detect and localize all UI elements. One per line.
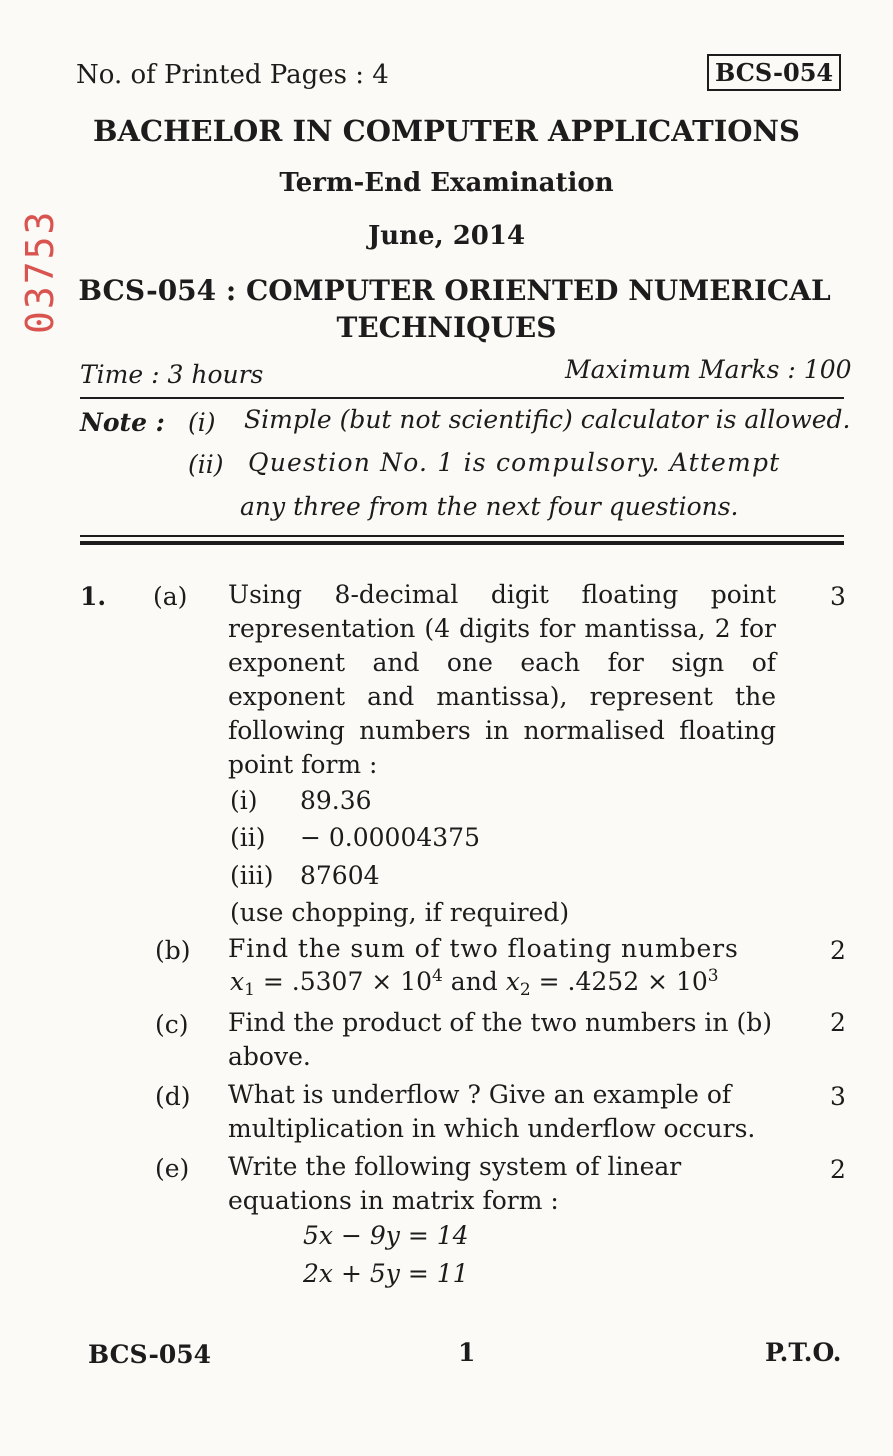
max-marks: Maximum Marks : 100 [565, 355, 852, 384]
note-i-num: (i) [188, 408, 216, 437]
course-code-box: BCS-054 [707, 54, 841, 91]
course-title-line2: TECHNIQUES [336, 311, 557, 344]
divider-double-1 [80, 535, 844, 537]
printed-pages: No. of Printed Pages : 4 [76, 60, 389, 90]
part-b-formula: $x_1 = .5307 \times 10^4$ and $x_2 = .4252 \times 10^3$ [230, 966, 719, 1000]
part-b-marks: 2 [830, 936, 846, 965]
page-number: 1 [458, 1338, 476, 1367]
part-e-marks: 2 [830, 1155, 846, 1184]
item-ii-val: − 0.00004375 [300, 823, 480, 852]
item-ii-num: (ii) [230, 823, 266, 852]
part-a-marks: 3 [830, 582, 846, 611]
divider-top [80, 397, 844, 399]
serial-stamp: 03753 [18, 209, 62, 334]
equation-2: 2x + 5y = 11 [303, 1259, 469, 1288]
part-a-tail: (use chopping, if required) [230, 898, 570, 927]
note-ii-num: (ii) [188, 450, 224, 479]
note-ii-text1: Question No. 1 is compulsory. Attempt [248, 448, 781, 477]
session: June, 2014 [367, 221, 526, 251]
course-title-line1: BCS-054 : COMPUTER ORIENTED NUMERICAL [78, 274, 831, 307]
item-iii-val: 87604 [300, 861, 380, 890]
note-ii-text2: any three from the next four questions. [240, 492, 739, 521]
pto: P.T.O. [765, 1338, 842, 1367]
item-i-num: (i) [230, 786, 258, 815]
part-c-text: Find the product of the two numbers in (b) above. [228, 1008, 772, 1071]
part-a-label: (a) [153, 582, 188, 611]
equation-1: 5x − 9y = 14 [303, 1221, 469, 1250]
part-b-text: Find the sum of two floating numbers [228, 934, 739, 963]
part-e-label: (e) [155, 1154, 190, 1183]
part-b-label: (b) [155, 936, 191, 965]
part-c-marks: 2 [830, 1008, 846, 1037]
item-i-val: 89.36 [300, 786, 372, 815]
footer-code: BCS-054 [88, 1340, 212, 1369]
program-title: BACHELOR IN COMPUTER APPLICATIONS [93, 114, 800, 148]
item-iii-num: (iii) [230, 861, 274, 890]
time-label: Time : 3 hours [80, 360, 264, 389]
part-a-text: Using 8-decimal digit floating point representation (4 digits for mantissa, 2 for exponent and one each for sign of exponent and mantissa), represent the following numbers in normalised floating point form : [228, 580, 776, 779]
question-number: 1. [80, 582, 107, 611]
part-e-text: Write the following system of linear equations in matrix form : [228, 1152, 682, 1215]
exam-title: Term-End Examination [279, 168, 614, 198]
part-d-text: What is underflow ? Give an example of multiplication in which underflow occurs. [228, 1080, 756, 1143]
part-d-label: (d) [155, 1082, 191, 1111]
part-d-marks: 3 [830, 1082, 846, 1111]
note-label: Note : [80, 408, 165, 437]
part-c-label: (c) [155, 1010, 189, 1039]
note-i-text: Simple (but not scientific) calculator is allowed. [244, 405, 851, 434]
divider-double-2 [80, 541, 844, 545]
